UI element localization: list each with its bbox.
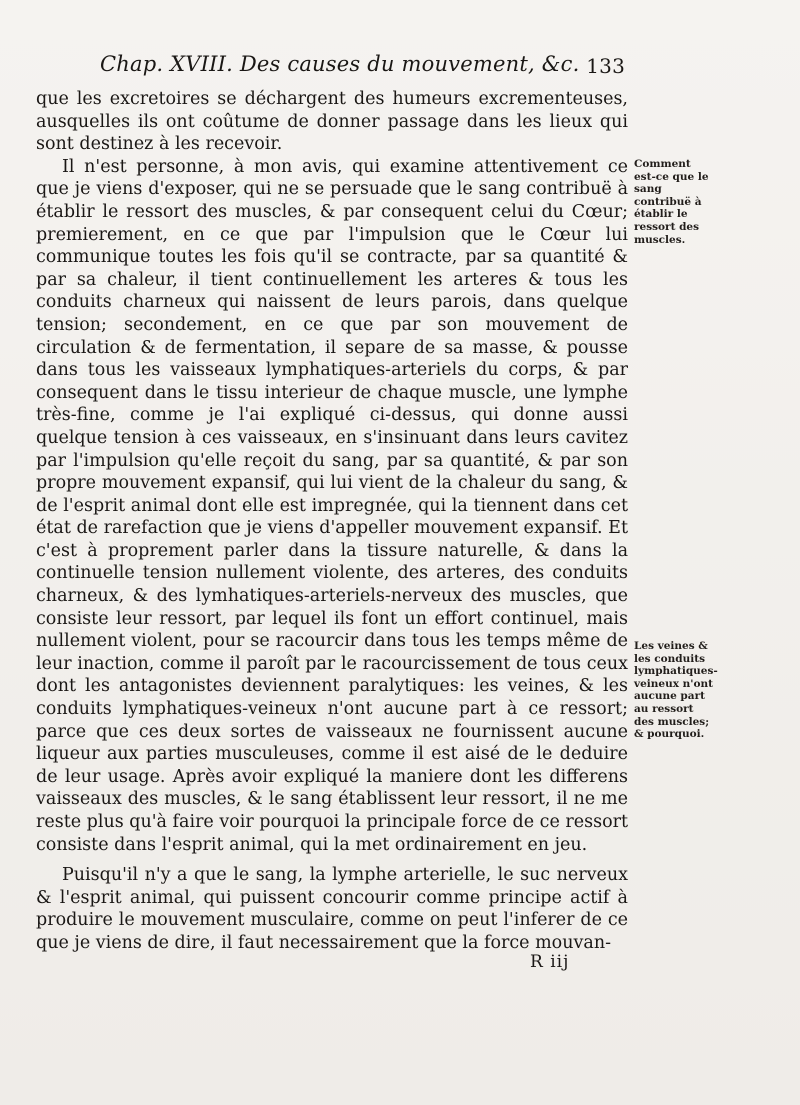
page-header bbox=[100, 46, 625, 86]
paragraph-3: Puisqu'il n'y a que le sang, la lymphe arterielle, le suc nerveux & l'esprit animal, qui puissent concourir comme principe actif à produire le mouvement musculaire, comme on peut l'inferer de ce que je viens de dire, il faut necessairement que la force mouvan- bbox=[36, 865, 628, 953]
page-number: 133 bbox=[586, 54, 625, 78]
body-text bbox=[36, 88, 628, 955]
margin-note-veins: Les veines & les conduits lymphatiques-veineux n'ont aucune part au ressort des muscles; & pourquoi. bbox=[634, 640, 718, 741]
paragraph-2: Il n'est personne, à mon avis, qui examine attentivement ce que je viens d'exposer, qui ne se persuade que le sang contribuë à établir le ressort des muscles, & par consequent celui du Cœur; premierement, en ce que par l'impulsion que le Cœur lui communique toutes les fois qu'il se contracte, par sa quantité & par sa chaleur, il tient continuellement les arteres & tous les conduits charneux qui naissent de leurs parois, dans quelque tension; secondement, en ce que par son mouvement de circulation & de fermentation, il separe de sa masse, & pousse dans tous les vaisseaux lymphatiques-arteriels du corps, & par consequent dans le tissu interieur de chaque muscle, une lymphe très-fine, comme je l'ai expliqué ci-dessus, qui donne aussi quelque tension à ces vaisseaux, en s'insinuant dans leurs cavitez par l'impulsion qu'elle reçoit du sang, par sa quantité, & par son propre mouvement expansif, qui lui vient de la chaleur du sang, & de l'esprit animal dont elle est impregnée, qui la tiennent dans cet état de rarefaction que je viens d'appeller mouvement expansif. Et c'est à proprement parler dans la tissure naturelle, & dans la continuelle tension nullement violente, des arteres, des conduits charneux, & des lymhatiques-arteriels-nerveux des muscles, que consiste leur ressort, par lequel ils font un effort continuel, mais nullement violent, pour se racourcir dans tous les temps même de leur inaction, comme il paroît par le racourcissement de tous ceux dont les antagonistes deviennent paralytiques: les veines, & les conduits lymphatiques-veineux n'ont aucune part à ce ressort; parce que ces deux sortes de vaisseaux ne fournissent aucune liqueur aux parties musculeuses, comme il est aisé de le deduire de leur usage. Après avoir expliqué la maniere dont les differens vaisseaux des muscles, & le sang établissent leur ressort, il ne me reste plus qu'à faire voir pourquoi la principale force de ce ressort consiste dans l'esprit animal, qui la met ordinairement en jeu. bbox=[36, 156, 628, 855]
paragraph-1: que les excretoires se déchargent des humeurs excrementeuses, ausquelles ils ont coûtume de donner passage dans les lieux qui sont destinez à les recevoir. bbox=[36, 89, 628, 155]
margin-note-blood-spring: Comment est-ce que le sang contribuë à établir le ressort des muscles. bbox=[634, 158, 709, 246]
signature-mark: R iij bbox=[530, 952, 570, 972]
running-title: Chap. XVIII. Des causes du mouvement, &c. bbox=[100, 52, 580, 76]
